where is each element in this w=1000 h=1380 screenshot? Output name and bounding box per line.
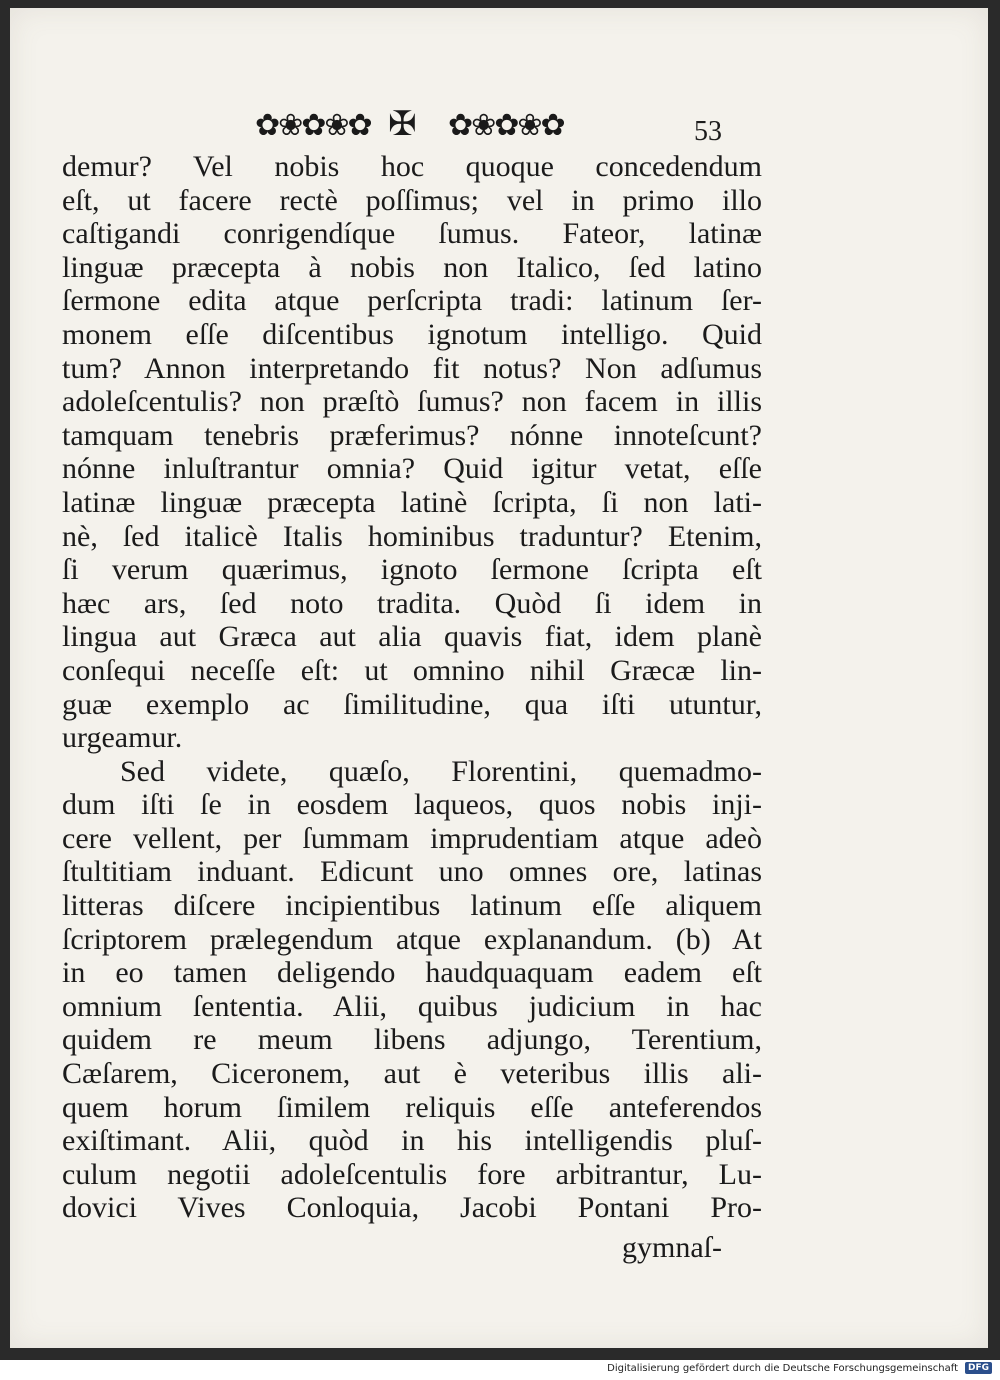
text-line: linguæ præcepta à nobis non Italico, ſed latino	[62, 250, 762, 284]
text-line: tum? Annon interpretando fit notus? Non adſumus	[62, 351, 762, 385]
text-line: eſt, ut facere rectè poſſimus; vel in primo illo	[62, 183, 762, 217]
text-line: cere vellent, per ſummam imprudentiam atque adeò	[62, 821, 762, 855]
text-line: dovici Vives Conloquia, Jacobi Pontani Pro-	[62, 1191, 762, 1225]
text-line: demur? Vel nobis hoc quoque concedendum	[62, 150, 762, 183]
page-number: 53	[694, 116, 722, 147]
text-line: guæ exemplo ac ſimilitudine, qua iſti utuntur,	[62, 687, 762, 721]
text-line: adoleſcentulis? non præſtò ſumus? non facem in illis	[62, 385, 762, 419]
text-line: latinæ linguæ præcepta latinè ſcripta, ſi non lati-	[62, 485, 762, 519]
text-line: nónne inluſtrantur omnia? Quid igitur vetat, eſſe	[62, 452, 762, 486]
text-line: conſequi neceſſe eſt: ut omnino nihil Græcæ lin-	[62, 653, 762, 687]
text-line: in eo tamen deligendo haudquaquam eadem eſt	[62, 956, 762, 990]
text-line: quem horum ſimilem reliquis eſſe anteferendos	[62, 1090, 762, 1124]
text-line: ſi verum quærimus, ignoto ſermone ſcripta eſt	[62, 553, 762, 587]
cross-ornament-icon: ✠	[388, 104, 415, 144]
text-line: ſermone edita atque perſcripta tradi: latinum ſer-	[62, 284, 762, 318]
text-line: ſcriptorem prælegendum atque explanandum. (b) At	[62, 922, 762, 956]
text-line: hæc ars, ſed noto tradita. Quòd ſi idem in	[62, 586, 762, 620]
digitization-footer	[0, 1360, 1000, 1380]
text-line: Cæſarem, Ciceronem, aut è veteribus illis ali-	[62, 1057, 762, 1091]
catchword: gymnaſ-	[622, 1231, 722, 1264]
funding-credit: Digitalisierung gefördert durch die Deutsche Forschungsgemeinschaft	[607, 1363, 958, 1374]
text-line: ſtultitiam induant. Edicunt uno omnes ore, latinas	[62, 855, 762, 889]
text-line: monem eſſe diſcentibus ignotum intelligo. Quid	[62, 317, 762, 351]
text-line: exiſtimant. Alii, quòd in his intelligendis pluſ-	[62, 1124, 762, 1158]
left-ornament-icon: ✿❀✿❀✿	[255, 108, 371, 143]
text-line: quidem re meum libens adjungo, Terentium,	[62, 1023, 762, 1057]
body-text	[62, 150, 762, 1225]
text-line: nè, ſed italicè Italis hominibus traduntur? Etenim,	[62, 519, 762, 553]
text-line: omnium ſententia. Alii, quibus judicium in hac	[62, 989, 762, 1023]
text-line: tamquam tenebris præferimus? nónne innoteſcunt?	[62, 418, 762, 452]
text-line: litteras diſcere incipientibus latinum eſſe aliquem	[62, 889, 762, 923]
text-line: Sed videte, quæſo, Florentini, quemadmo-	[120, 754, 762, 788]
right-ornament-icon: ✿❀✿❀✿	[448, 108, 564, 143]
book-page	[10, 8, 988, 1348]
text-line: lingua aut Græca aut alia quavis fiat, idem planè	[62, 620, 762, 654]
text-line: caſtigandi conrigendíque ſumus. Fateor, latinæ	[62, 217, 762, 251]
headpiece-ornament	[10, 104, 988, 144]
text-line: dum iſti ſe in eosdem laqueos, quos nobis inji-	[62, 788, 762, 822]
text-line: urgeamur.	[62, 721, 183, 755]
text-line: culum negotii adoleſcentulis fore arbitrantur, Lu-	[62, 1157, 762, 1191]
dfg-logo: DFG	[965, 1362, 992, 1374]
